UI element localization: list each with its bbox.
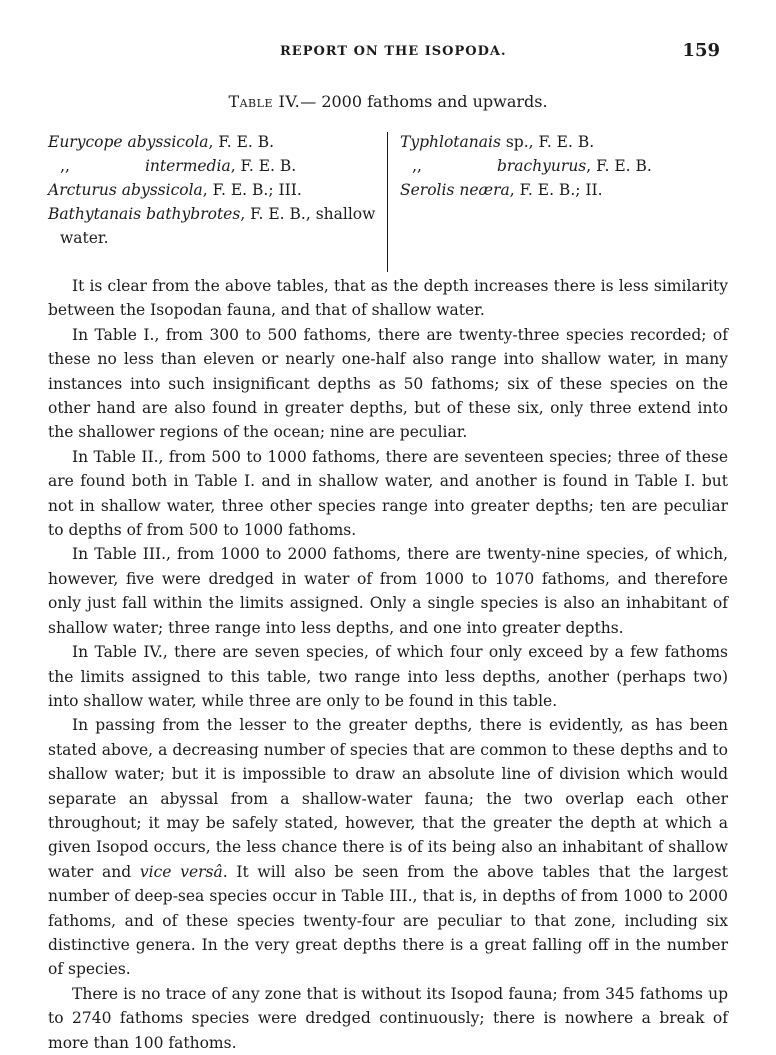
genus-name: Arcturus [48,181,117,199]
species-column-left [48,130,384,250]
species-name: abyssicola [121,181,203,199]
genus-name: Eurycope [48,133,123,151]
paragraph: In Table II., from 500 to 1000 fathoms, there are seventeen species; three of these are found both in Table I. and in shallow water, and another is found in Table I. but not in shallow water, three other species range into greater depths; ten are peculiar to depths of from 500 to 1000 fathoms. [48,447,728,540]
ditto-mark: ,, [60,157,70,175]
paragraph: In Table I., from 300 to 500 fathoms, there are twenty-three species recorded; of these no less than eleven or nearly one-half also range into shallow water, in many instances into such insignificant depths as 50 fathoms; six of these species on the other hand are also found in greater depths, but of these six, only three extend into the shallower regions of the ocean; nine are peculiar. [48,325,728,442]
species-authority: , F. E. B. [586,157,652,175]
paragraph: In Table IV., there are seven species, of which four only exceed by a few fathoms the limits assigned to this table, two range into less depths, another (perhaps two) into shallow water, while three are only to be found in this table. [48,643,728,710]
species-entry [400,178,728,202]
species-entry [48,202,384,226]
species-name: bathybrotes [146,205,241,223]
genus-name: Serolis [400,181,455,199]
species-name: abyssicola [127,133,209,151]
paragraph-italic: vice versâ. [139,862,228,881]
species-authority: , F. E. B. [230,157,297,175]
species-authority: , F. E. B.; III. [202,181,302,199]
species-authority: sp., F. E. B. [500,133,595,151]
species-column-right [400,130,728,202]
paragraph-text: It will also be seen from the above tables that the largest number of deep-sea species occur in Table III., that is, in depths of from 1000 to 2000 fathoms, and of these species twenty-four are peculiar to that zone, including six distinctive genera. In the very great depths there is a great falling off in the number of species. [48,862,728,979]
table-caption-label: Table IV. [228,92,301,111]
column-divider [387,132,388,272]
species-entry [48,154,384,178]
page-number: 159 [682,40,720,61]
ditto-mark: ,, [412,157,422,175]
species-table [48,130,728,272]
paragraph: There is no trace of any zone that is without its Isopod fauna; from 345 fathoms up to 2740 fathoms species were dredged continuously; there is nowhere a break of more than 100 fathoms. [48,984,728,1052]
genus-name: Typhlotanais [400,133,501,151]
species-entry [48,178,384,202]
species-entry [400,130,728,154]
paragraph: In Table III., from 1000 to 2000 fathoms, there are twenty-nine species, of which, however, five were dredged in water of from 1000 to 1070 fathoms, and therefore only just fall within the limits assigned. Only a single species is also an inhabitant of shallow water; three range into less depths, and one into greater depths. [48,545,728,637]
running-head: REPORT ON THE ISOPODA. [280,44,507,59]
species-entry-continuation [48,226,384,250]
species-authority: , F. E. B., shallow [240,205,376,223]
table-caption [0,92,776,111]
species-name: neæra [459,181,510,199]
species-authority: water. [60,229,109,247]
body-text [48,274,728,1055]
species-name: brachyurus [496,157,587,175]
species-name: intermedia [144,157,231,175]
species-authority: , F. E. B. [208,133,275,151]
paragraph [48,713,728,981]
genus-name: Bathytanais [48,205,142,223]
species-entry [48,130,384,154]
paragraph-text: In passing from the lesser to the greater depths, there is evidently, as has been stated above, a decreasing number of species that are common to these depths and to shallow water; but it is impossible to draw an absolute line of division which would separate an abyssal from a shallow-water fauna; the two overlap each other throughout; it may be safely stated, however, that the greater the depth at which a given Isopod occurs, the less chance there is of its being also an inhabitant of shallow water and [48,716,728,881]
species-entry [400,154,728,178]
table-caption-text: — 2000 fathoms and upwards. [300,92,548,111]
species-authority: , F. E. B.; II. [509,181,603,199]
paragraph: It is clear from the above tables, that as the depth increases there is less similarity between the Isopodan fauna, and that of shallow water. [48,277,728,320]
